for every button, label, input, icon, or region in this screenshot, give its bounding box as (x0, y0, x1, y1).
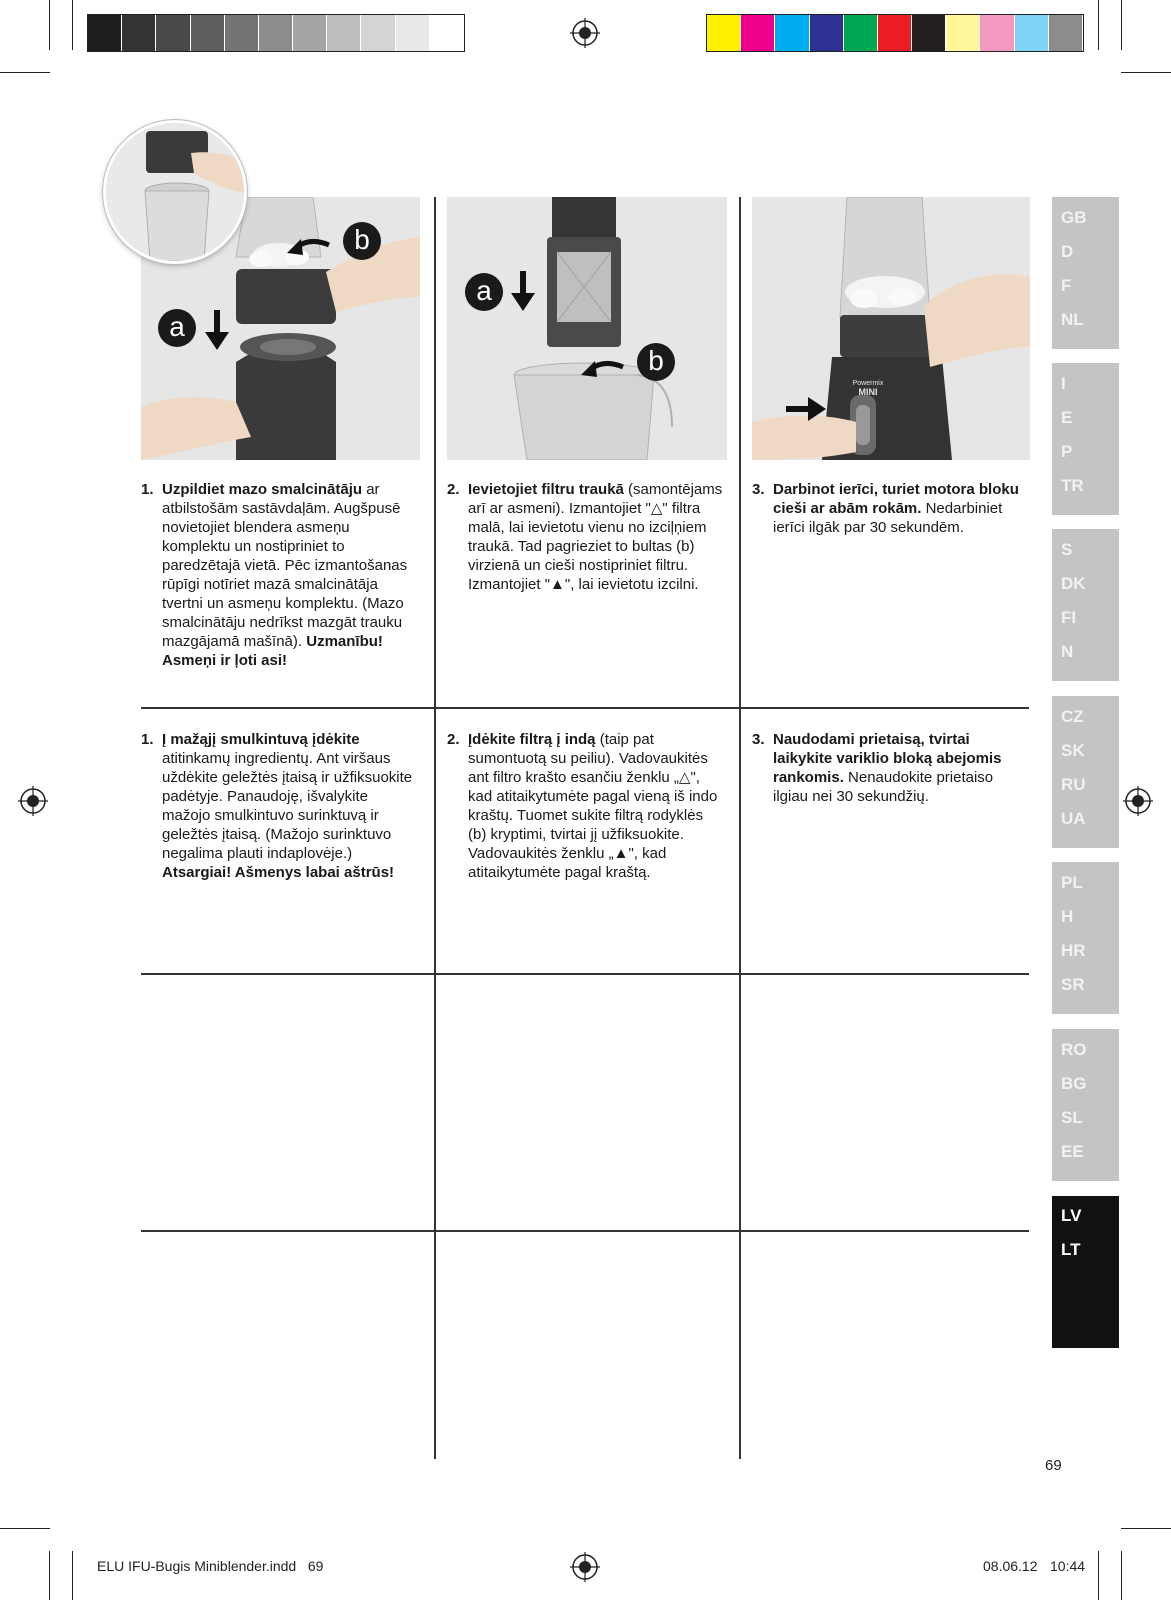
color-swatch (430, 15, 464, 51)
tab-h[interactable]: H (1061, 907, 1074, 926)
tab-sr[interactable]: SR (1061, 975, 1085, 994)
footer-file-info: ELU IFU-Bugis Miniblender.indd 69 (97, 1558, 324, 1574)
step-heading: Uzpildiet mazo smalcinātāju (162, 481, 363, 498)
color-swatch (361, 15, 395, 51)
tab-bg[interactable]: BG (1061, 1074, 1087, 1093)
lang-group-4 (1052, 696, 1119, 848)
tab-d[interactable]: D (1061, 242, 1074, 261)
color-swatch (1049, 15, 1083, 51)
inset-detail-photo (103, 120, 247, 264)
lang-group-3 (1052, 529, 1119, 681)
color-swatch (741, 15, 775, 51)
photo-step3 (752, 197, 1030, 460)
color-swatch (912, 15, 946, 51)
step-text: Nedarbiniet ierīci ilgāk par 30 sekundēm. (773, 500, 1003, 536)
label-a: a (158, 309, 196, 347)
tab-gb[interactable]: GB (1061, 208, 1087, 227)
step-text: ar atbilstošām sastāvdaļām. Augšpusē novietojiet blendera asmeņu komplektu un nostipriniet to paredzētajā vietā. Pēc izmantošanas rūpīgi notīriet mazā smalcinātāja tvertni un asmeņu komplektu. (Mazo smalcinātāju nedrīkst mazgāt trauku mazgājamā mašīnā). (162, 481, 408, 650)
step-number: 1. (141, 731, 154, 748)
tab-f[interactable]: F (1061, 276, 1072, 295)
color-swatch (327, 15, 361, 51)
tab-e[interactable]: E (1061, 408, 1073, 427)
product-brand: Powermix (852, 380, 884, 387)
color-swatch (946, 15, 980, 51)
tab-dk[interactable]: DK (1061, 574, 1086, 593)
registration-mark-right (1123, 786, 1153, 816)
tab-ua[interactable]: UA (1061, 809, 1086, 828)
tab-s[interactable]: S (1061, 540, 1073, 559)
tab-cz[interactable]: CZ (1061, 707, 1084, 726)
step-warning: Uzmanību! Asmeņi ir ļoti asi! (162, 633, 383, 669)
color-swatch (844, 15, 878, 51)
row-divider-2 (141, 973, 1029, 975)
lang-group-5 (1052, 862, 1119, 1014)
grayscale-bar (87, 14, 465, 52)
column-divider-2 (739, 197, 741, 1459)
tab-n[interactable]: N (1061, 642, 1074, 661)
color-swatch (88, 15, 122, 51)
step-heading: Ievietojiet filtru traukā (468, 481, 624, 498)
registration-mark-left (18, 786, 48, 816)
footer-time: 10:44 (1050, 1558, 1086, 1574)
step-number: 3. (752, 481, 765, 498)
color-swatch (225, 15, 259, 51)
footer-date: 08.06.12 (983, 1558, 1038, 1574)
step-heading: Darbinot ierīci, turiet motora bloku cieši ar abām rokām. (773, 481, 1019, 517)
tab-hr[interactable]: HR (1061, 941, 1086, 960)
lv-step-3 (752, 480, 1030, 537)
color-swatch (191, 15, 225, 51)
color-swatch (810, 15, 844, 51)
step-text: (samontējams arī ar asmeni). Izmantojiet "△" filtra malā, lai ievietotu vienu no izciļņiem traukā. Tad pagrieziet to bultas (b) virzienā un cieši nostipriniet filtru. Izmantojiet "▲", lai ievietotu izcilni. (468, 481, 723, 593)
step-heading: Į mažąjį smulkintuvą įdėkite (162, 731, 360, 748)
color-swatch (122, 15, 156, 51)
color-swatch (259, 15, 293, 51)
color-swatch (980, 15, 1014, 51)
color-swatch (1015, 15, 1049, 51)
color-bar (706, 14, 1084, 52)
color-swatch (707, 15, 741, 51)
lang-group-6 (1052, 1029, 1119, 1181)
lt-step-1 (141, 730, 419, 882)
tab-lv[interactable]: LV (1061, 1206, 1082, 1225)
tab-i[interactable]: I (1061, 374, 1066, 393)
label-b: b (343, 222, 381, 260)
row-divider-3 (141, 1230, 1029, 1232)
step-number: 3. (752, 731, 765, 748)
tab-ru[interactable]: RU (1061, 775, 1086, 794)
registration-mark-bottom (570, 1552, 600, 1582)
step-warning: Atsargiai! Ašmenys labai aštrūs! (162, 864, 395, 881)
lt-step-2 (447, 730, 725, 882)
product-model: MINI (858, 387, 878, 397)
tab-nl[interactable]: NL (1061, 310, 1084, 329)
right-arrow-icon (786, 397, 826, 421)
color-swatch (878, 15, 912, 51)
color-swatch (396, 15, 430, 51)
tab-sl[interactable]: SL (1061, 1108, 1083, 1127)
lang-group-1 (1052, 197, 1119, 349)
row-divider-1 (141, 707, 1029, 709)
label-b: b (637, 343, 675, 381)
curved-arrow-icon (285, 235, 331, 259)
tab-tr[interactable]: TR (1061, 476, 1084, 495)
tab-p[interactable]: P (1061, 442, 1073, 461)
step-text: Nenaudokite prietaiso ilgiau nei 30 sekundžių. (773, 769, 994, 805)
color-swatch (775, 15, 809, 51)
step-text: atitinkamų ingredientų. Ant viršaus uždėkite geležtės įtaisą ir užfiksuokite padėtyje. Panaudoję, išvalykite mažojo smulkintuvo surinktuvą ir geležtės įtaisą. (Mažojo surinktuvo negalima plauti indaplovėje.) (162, 750, 413, 862)
lang-group-active (1052, 1196, 1119, 1348)
lang-group-2 (1052, 363, 1119, 515)
page-number: 69 (1045, 1457, 1062, 1474)
photo-step2 (447, 197, 727, 460)
tab-ro[interactable]: RO (1061, 1040, 1087, 1059)
tab-lt[interactable]: LT (1061, 1240, 1081, 1259)
lt-step-3 (752, 730, 1030, 806)
curved-arrow-icon (579, 357, 625, 381)
step-number: 2. (447, 731, 460, 748)
step-number: 2. (447, 481, 460, 498)
step-heading: Įdėkite filtrą į indą (468, 731, 596, 748)
lv-step-1 (141, 480, 419, 670)
column-divider-1 (434, 197, 436, 1459)
tab-sk[interactable]: SK (1061, 741, 1085, 760)
step-number: 1. (141, 481, 154, 498)
label-a: a (465, 273, 503, 311)
color-swatch (156, 15, 190, 51)
step-text: (taip pat sumontuotą su peiliu). Vadovaukitės ant filtro krašto esančiu ženklu „△", kad atitaikytumėte pagal vieną iš indo kraštų. Tuomet sukite filtrą rodyklės (b) kryptimi, tvirtai jį užfiksuokite. Vadovaukitės ženklu „▲", kad atitaikytumėte pagal kraštą. (468, 731, 718, 881)
down-arrow-icon (205, 310, 229, 350)
tab-pl[interactable]: PL (1061, 873, 1083, 892)
step-heading: Naudodami prietaisą, tvirtai laikykite variklio bloką abejomis rankomis. (773, 731, 1002, 786)
tab-ee[interactable]: EE (1061, 1142, 1084, 1161)
down-arrow-icon (511, 271, 535, 311)
tab-fi[interactable]: FI (1061, 608, 1077, 627)
color-swatch (293, 15, 327, 51)
registration-mark-top (570, 18, 600, 48)
lv-step-2 (447, 480, 725, 594)
